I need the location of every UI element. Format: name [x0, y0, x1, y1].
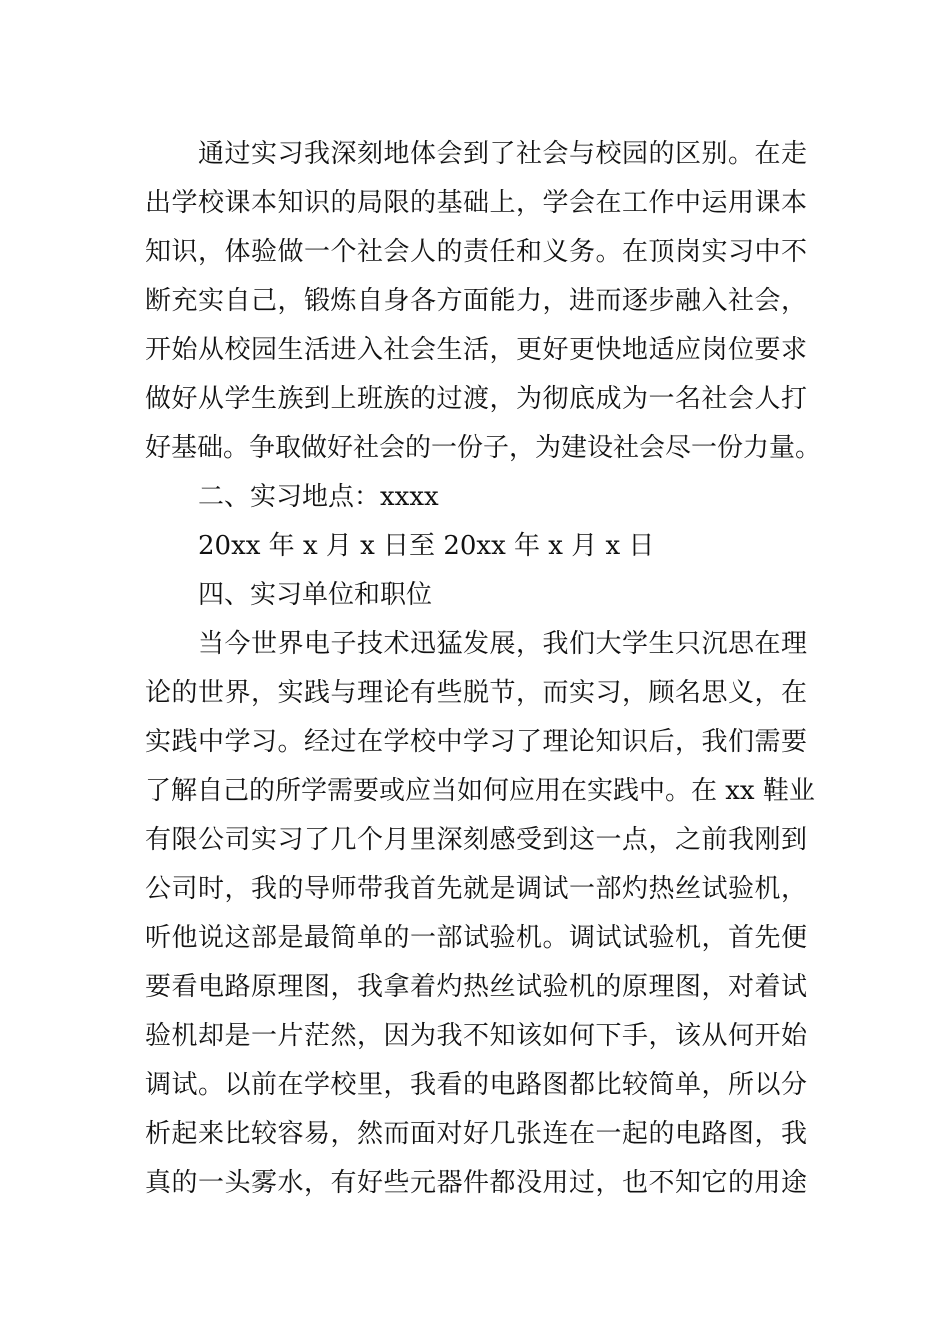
text-line: 调试。以前在学校里，我看的电路图都比较简单，所以分	[145, 1070, 807, 1100]
text-line: 做好从学生族到上班族的过渡，为彻底成为一名社会人打	[145, 384, 807, 414]
text-line: 验机却是一片茫然，因为我不知该如何下手，该从何开始	[145, 1021, 807, 1051]
text-line: 要看电路原理图，我拿着灼热丝试验机的原理图，对着试	[145, 972, 807, 1002]
text-line: 有限公司实习了几个月里深刻感受到这一点，之前我刚到	[145, 825, 807, 855]
date-line: 20xx 年 x 月 x 日至 20xx 年 x 月 x 日	[198, 531, 655, 561]
heading-line: 二、实习地点：xxxx	[198, 482, 439, 512]
paragraph-internship-experience	[145, 130, 822, 473]
text-line: 开始从校园生活进入社会生活，更好更快地适应岗位要求	[145, 335, 807, 365]
document-page	[145, 130, 822, 1208]
text-line: 断充实自己，锻炼自身各方面能力，进而逐步融入社会，	[145, 286, 807, 316]
text-line: 出学校课本知识的局限的基础上，学会在工作中运用课本	[145, 188, 807, 218]
text-line: 听他说这部是最简单的一部试验机。调试试验机，首先便	[145, 923, 807, 953]
text-line: 析起来比较容易，然而面对好几张连在一起的电路图，我	[145, 1119, 807, 1149]
text-line: 当今世界电子技术迅猛发展，我们大学生只沉思在理	[198, 629, 807, 659]
text-line: 好基础。争取做好社会的一份子，为建设社会尽一份力量。	[145, 433, 822, 463]
text-line: 通过实习我深刻地体会到了社会与校园的区别。在走	[198, 139, 807, 169]
heading-line: 四、实习单位和职位	[198, 580, 433, 610]
text-line: 实践中学习。经过在学校中学习了理论知识后，我们需要	[145, 727, 807, 757]
section-heading-location	[145, 473, 807, 522]
date-range-line	[145, 522, 807, 571]
text-line: 公司时，我的导师带我首先就是调试一部灼热丝试验机，	[145, 874, 807, 904]
text-line: 论的世界，实践与理论有些脱节，而实习，顾名思义，在	[145, 678, 807, 708]
paragraph-practice-description	[145, 620, 815, 1208]
text-line: 真的一头雾水，有好些元器件都没用过，也不知它的用途	[145, 1168, 807, 1198]
section-heading-unit-position	[145, 571, 807, 620]
text-line: 了解自己的所学需要或应当如何应用在实践中。在 xx 鞋业	[145, 776, 815, 806]
text-line: 知识，体验做一个社会人的责任和义务。在顶岗实习中不	[145, 237, 807, 267]
